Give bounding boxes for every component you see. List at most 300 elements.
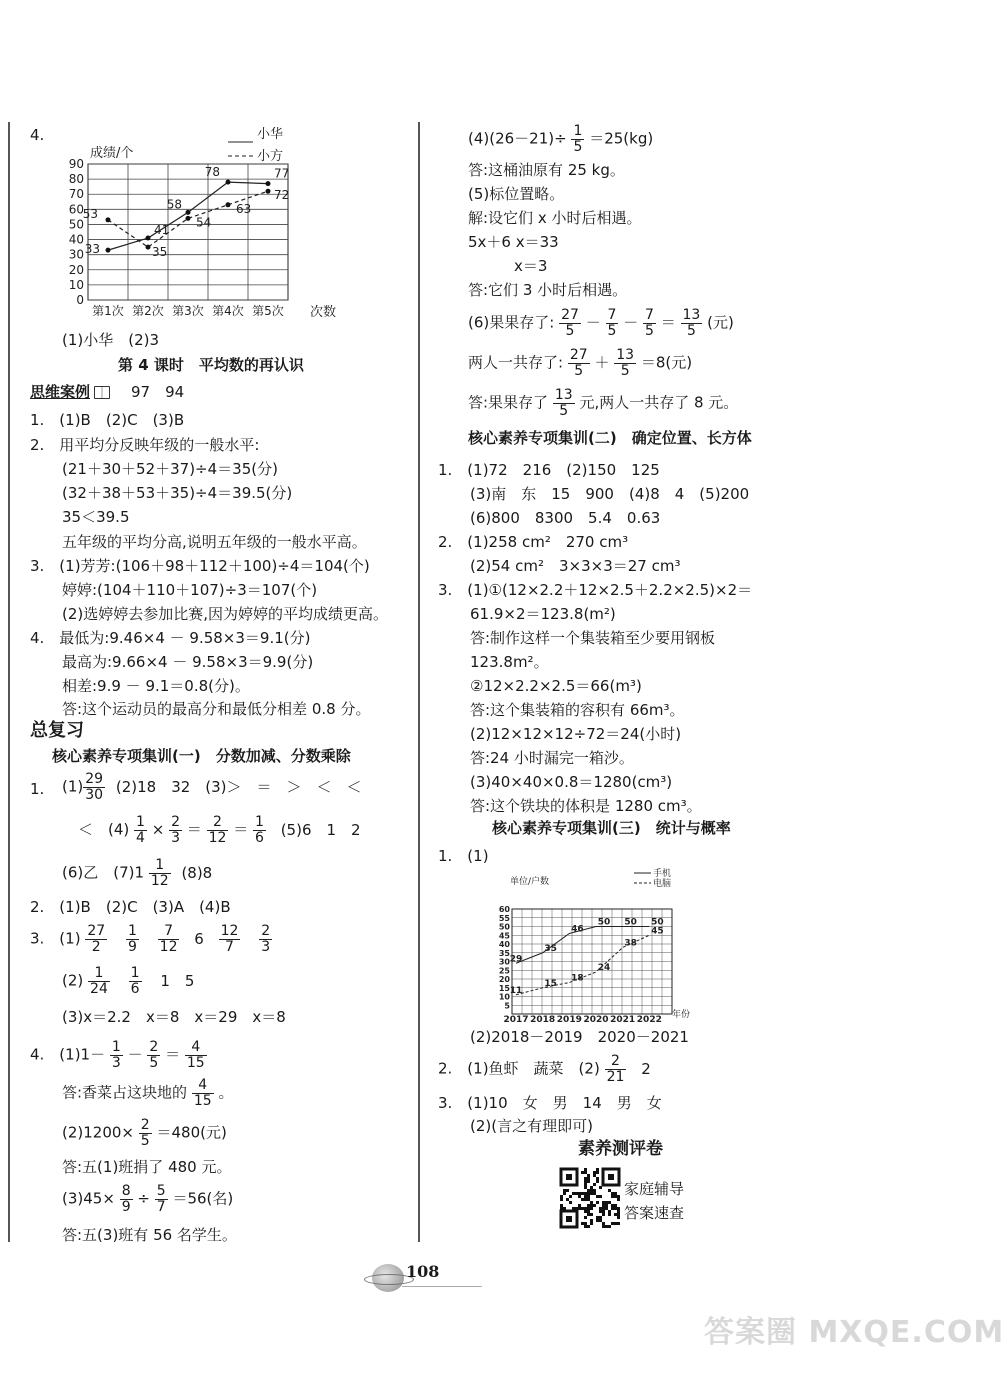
text-line: 答:五(1)班捐了 480 元。 — [62, 1158, 232, 1176]
x-tick-label: 第5次 — [252, 304, 284, 318]
test-title: 素养测评卷 — [578, 1139, 663, 1159]
qr-module — [584, 1222, 587, 1225]
qr-module — [587, 1213, 590, 1216]
qr-module — [614, 1204, 617, 1207]
denominator: 5 — [574, 362, 584, 379]
denominator: 3 — [111, 1054, 121, 1071]
y-tick-label: 40 — [68, 232, 84, 247]
y-tick-label: 55 — [498, 913, 510, 923]
x-tick-label: 2020 — [583, 1015, 609, 1025]
text-line: (2)选婷婷去参加比赛,因为婷婷的平均成绩更高。 — [62, 605, 389, 623]
qr-module — [608, 1210, 611, 1213]
data-label: 50 — [597, 917, 611, 928]
review-q3-line1 — [30, 924, 272, 954]
data-label: 53 — [82, 206, 98, 221]
denominator: 5 — [645, 322, 654, 339]
fraction — [85, 924, 107, 954]
denominator: 7 — [225, 938, 234, 955]
x-tick-label: 第2次 — [132, 304, 164, 318]
text-line: (2)2018－2019 2020－2021 — [470, 1028, 689, 1046]
text: 6 — [194, 929, 204, 948]
text-line: (3)南 东 15 900 (4)8 4 (5)200 — [470, 485, 750, 503]
qr-module — [590, 1204, 593, 1207]
text-line: 答:五(3)班有 56 名学生。 — [62, 1226, 237, 1244]
qr-module — [587, 1210, 590, 1213]
denominator: 7 — [156, 1198, 166, 1215]
section-3-title: 核心素养专项集训(三) 统计与概率 — [492, 819, 731, 837]
data-point — [106, 217, 111, 222]
numerator: 1 — [573, 123, 583, 139]
siwei-label-text: 思维案例 — [30, 383, 91, 401]
review-q4-line2 — [62, 1078, 233, 1108]
text-line: 1. (1) — [438, 847, 489, 865]
text: ＜ (4) — [78, 820, 130, 839]
qr-module — [587, 1189, 590, 1192]
text-line: (3)40×40×0.8＝1280(cm³) — [470, 773, 673, 791]
fraction — [605, 1054, 627, 1084]
y-tick-label: 35 — [498, 948, 510, 958]
text-line: (32＋38＋53＋35)÷4＝39.5(分) — [62, 484, 293, 502]
y-tick-label: 40 — [498, 940, 510, 949]
numerator: 1 — [136, 814, 145, 830]
text-line: (6)800 8300 5.4 0.63 — [470, 509, 661, 527]
times: × — [151, 820, 165, 839]
y-tick-label: 10 — [68, 277, 84, 292]
text-line: x＝3 — [514, 257, 548, 275]
text-line: 1. (1)72 216 (2)150 125 — [438, 461, 660, 479]
text: (4)(26－21)÷ — [468, 129, 567, 148]
fraction — [571, 124, 584, 154]
text: (元) — [707, 313, 734, 332]
fraction — [568, 348, 590, 378]
qr-caption-1: 家庭辅导 — [624, 1180, 685, 1198]
x-tick-label: 2022 — [636, 1015, 662, 1025]
fraction — [83, 772, 105, 802]
right-line-8 — [468, 308, 734, 338]
text-line: 相差:9.9 － 9.1＝0.8(分)。 — [62, 677, 250, 695]
fraction — [149, 858, 171, 888]
data-label: 15 — [544, 978, 557, 989]
text-line: (21＋30＋52＋37)÷4＝35(分) — [62, 460, 278, 478]
text-line: 最高为:9.66×4 － 9.58×3＝9.9(分) — [62, 653, 314, 671]
data-label: 50 — [651, 917, 664, 928]
text: ＝480(元) — [156, 1123, 227, 1142]
text: 元,两人一共存了 8 元。 — [579, 393, 739, 412]
text-line: (2)54 cm² 3×3×3＝27 cm³ — [470, 557, 681, 575]
qr-module — [602, 1201, 605, 1204]
legend-xiaofang: 小方 — [257, 149, 284, 164]
denominator: 5 — [559, 402, 569, 419]
fraction — [110, 1040, 123, 1070]
x-tick-label: 第4次 — [212, 304, 244, 318]
numerator: 2 — [261, 923, 271, 939]
page-number: 108 — [406, 1262, 440, 1281]
numerator: 1 — [127, 923, 137, 939]
qr-module — [587, 1204, 590, 1207]
numerator: 7 — [158, 924, 180, 940]
fraction — [207, 815, 229, 845]
numerator: 2 — [171, 814, 181, 830]
qr-module — [584, 1216, 587, 1219]
qr-module — [605, 1207, 608, 1210]
qr-module — [617, 1210, 620, 1213]
text-line: 答:制作这样一个集装箱至少要用钢板 — [470, 629, 716, 647]
text: ＝25(kg) — [589, 129, 654, 148]
qr-module — [596, 1195, 599, 1198]
denominator: 6 — [255, 829, 264, 846]
numerator: 1 — [255, 814, 264, 830]
qr-module — [617, 1207, 620, 1210]
minus: － — [127, 1045, 143, 1064]
qr-module — [596, 1177, 599, 1180]
legend-xiaohua: 小华 — [257, 127, 284, 142]
qr-module — [599, 1210, 602, 1213]
text: (8)8 — [181, 863, 213, 882]
data-label: 50 — [624, 917, 637, 928]
denominator: 2 — [91, 938, 101, 955]
x-tick-label: 第1次 — [92, 304, 124, 318]
fraction — [155, 1184, 168, 1214]
review-q4-line3 — [62, 1118, 227, 1148]
text: (3)45× — [62, 1189, 115, 1208]
qr-module — [587, 1225, 590, 1228]
data-point — [226, 202, 231, 207]
y-tick-label: 30 — [498, 957, 510, 967]
text-line: 答:它们 3 小时后相遇。 — [468, 281, 628, 299]
qr-module — [587, 1180, 590, 1183]
review-q4-line5 — [62, 1184, 233, 1214]
fraction — [253, 815, 266, 845]
qr-module — [593, 1183, 596, 1186]
y-tick-label: 10 — [498, 992, 510, 1002]
watermark: 答案圈 MXQE.COM — [704, 1315, 1004, 1350]
denominator: 5 — [140, 1132, 150, 1149]
numerator: 4 — [192, 1078, 214, 1094]
chart2-y-label: 单位/户数 — [510, 877, 550, 887]
chart2-x-label: 年份 — [672, 1010, 691, 1020]
y-tick-label: 25 — [498, 966, 510, 976]
qr-module — [563, 1189, 566, 1192]
y-tick-label: 90 — [68, 157, 84, 171]
text: 2. (1)鱼虾 蔬菜 (2) — [438, 1059, 600, 1078]
text: 答:果果存了 — [468, 393, 549, 412]
denominator: 21 — [606, 1068, 625, 1085]
qr-module — [599, 1219, 602, 1222]
denominator: 15 — [186, 1054, 205, 1071]
fraction — [134, 815, 147, 845]
text: 1 5 — [160, 971, 195, 990]
review-q1-line3 — [62, 858, 212, 888]
qr-module — [560, 1204, 563, 1207]
qr-module — [602, 1222, 605, 1225]
data-label: 77 — [274, 166, 290, 181]
qr-module — [581, 1198, 584, 1201]
qr-module — [602, 1225, 605, 1228]
qr-module — [569, 1201, 572, 1204]
y-tick-label: 45 — [498, 931, 510, 941]
data-point — [266, 189, 271, 194]
qr-module — [581, 1171, 584, 1174]
text-line: 4. 最低为:9.46×4 － 9.58×3＝9.1(分) — [30, 629, 311, 647]
data-label: 33 — [84, 242, 100, 257]
review-q1-line1 — [62, 772, 362, 802]
data-label: 35 — [544, 943, 557, 954]
qr-module — [578, 1192, 581, 1195]
text: 3. (1) — [30, 929, 81, 948]
qr-module — [617, 1222, 620, 1225]
numerator: 27 — [561, 307, 579, 323]
numerator: 13 — [616, 347, 635, 363]
data-point — [146, 236, 151, 241]
qr-module — [575, 1192, 578, 1195]
qr-module — [602, 1213, 605, 1216]
review-q4-line1 — [30, 1040, 207, 1070]
text: (2) — [62, 971, 84, 990]
numerator: 1 — [111, 1039, 121, 1055]
qr-module — [590, 1213, 593, 1216]
text: (1) — [62, 777, 84, 796]
text: 。 — [218, 1083, 234, 1102]
text: (2)1200× — [62, 1123, 134, 1142]
text: (5)6 1 2 — [280, 820, 361, 839]
book-icon — [94, 386, 110, 399]
denominator: 6 — [130, 980, 140, 997]
qr-module — [578, 1204, 581, 1207]
data-point — [186, 210, 191, 215]
numerator: 1 — [130, 965, 140, 981]
text-line: 五年级的平均分高,说明五年级的一般水平高。 — [62, 533, 367, 551]
qr-module — [584, 1195, 587, 1198]
chart1-x-label: 次数 — [310, 305, 337, 320]
text-line: 答:这个运动员的最高分和最低分相差 0.8 分。 — [62, 700, 371, 718]
data-label: 41 — [154, 223, 170, 238]
equals: ＝ — [233, 820, 249, 839]
data-point — [146, 245, 151, 250]
score-line-chart — [60, 120, 400, 325]
numerator: 7 — [607, 307, 617, 323]
data-label: 35 — [152, 245, 168, 260]
chart-answer: (1)小华 (2)3 — [62, 331, 160, 349]
text-line: 2. (1)258 cm² 270 cm³ — [438, 533, 629, 551]
denominator: 5 — [149, 1054, 159, 1071]
data-label: 46 — [571, 924, 584, 935]
y-tick-label: 20 — [498, 975, 510, 984]
qr-module — [617, 1216, 620, 1219]
lesson-title: 第 4 课时 平均数的再认识 — [118, 356, 304, 374]
denominator: 30 — [85, 786, 104, 803]
denominator: 24 — [90, 980, 108, 997]
fraction — [147, 1040, 160, 1070]
numerator: 2 — [149, 1039, 159, 1055]
qr-module — [611, 1192, 614, 1195]
fraction — [643, 308, 656, 338]
y-tick-label: 70 — [68, 187, 84, 202]
fraction — [192, 1078, 214, 1108]
y-tick-label: 50 — [68, 217, 84, 232]
qr-module — [614, 1192, 617, 1195]
fraction — [559, 308, 581, 338]
data-label: 72 — [274, 188, 290, 203]
data-label: 18 — [571, 973, 584, 984]
numerator: 29 — [85, 771, 104, 787]
qr-module — [584, 1210, 587, 1213]
qr-module — [596, 1180, 599, 1183]
denominator: 15 — [193, 1092, 212, 1109]
denominator: 12 — [159, 938, 178, 955]
equals: ＝ — [165, 1045, 181, 1064]
y-tick-label: 5 — [504, 1001, 510, 1011]
text-line: 35＜39.5 — [62, 508, 130, 526]
review-title: 总复习 — [30, 720, 84, 741]
data-label: 45 — [651, 926, 664, 937]
fraction — [185, 1040, 207, 1070]
qr-module — [605, 1225, 608, 1228]
qr-module — [611, 1195, 614, 1198]
numerator: 1 — [88, 966, 110, 982]
question-4-number: 4. — [30, 126, 45, 144]
data-label: 24 — [597, 963, 611, 973]
data-point — [226, 180, 231, 185]
fraction — [614, 348, 636, 378]
qr-module — [593, 1174, 596, 1177]
denominator: 5 — [686, 322, 696, 339]
denominator: 5 — [620, 362, 630, 379]
text: (6)乙 (7)1 — [62, 863, 145, 882]
data-point — [266, 181, 271, 186]
numerator: 5 — [156, 1183, 166, 1199]
qr-module — [602, 1207, 605, 1210]
qr-caption-2: 答案速查 — [624, 1204, 685, 1222]
text-line: 答:这个集装箱的容积有 66m³。 — [470, 701, 685, 719]
text: 答:香菜占这块地的 — [62, 1083, 188, 1102]
text: (6)果果存了: — [468, 313, 555, 332]
qr-module — [584, 1177, 587, 1180]
qr-module — [599, 1216, 602, 1219]
fraction — [219, 924, 241, 954]
numerator: 12 — [220, 923, 239, 939]
equals: ＝ — [660, 313, 676, 332]
x-tick-label: 2017 — [503, 1015, 529, 1025]
qr-module — [581, 1207, 584, 1210]
section-1-title: 核心素养专项集训(一) 分数加减、分数乘除 — [52, 747, 351, 765]
qr-module — [563, 1192, 566, 1195]
fraction — [259, 924, 272, 954]
denominator: 9 — [127, 938, 137, 955]
numerator: 27 — [87, 923, 106, 939]
qr-module — [605, 1201, 608, 1204]
qr-module — [587, 1174, 590, 1177]
numerator: 13 — [682, 307, 701, 323]
qr-module — [587, 1198, 590, 1201]
review-q1-number: 1. — [30, 780, 45, 798]
fraction — [88, 966, 110, 996]
denominator: 3 — [261, 938, 271, 955]
x-tick-label: 2021 — [610, 1015, 636, 1025]
fraction — [553, 388, 575, 418]
text: 4. (1)1－ — [30, 1045, 106, 1064]
qr-module — [590, 1219, 593, 1222]
qr-module — [584, 1186, 587, 1189]
qr-module — [572, 1192, 575, 1195]
qr-module — [569, 1195, 572, 1198]
qr-module — [608, 1225, 611, 1228]
text-line: 5x＋6 x＝33 — [468, 233, 559, 251]
qr-module — [566, 1198, 569, 1201]
center-rule — [418, 122, 420, 1242]
qr-module — [566, 1189, 569, 1192]
fraction — [681, 308, 703, 338]
right-line-1 — [468, 124, 653, 154]
numerator: 2 — [140, 1117, 150, 1133]
text-line: 2. 用平均分反映年级的一般水平: — [30, 436, 260, 454]
data-label: 11 — [509, 985, 523, 996]
minus: － — [585, 313, 601, 332]
text-line: 1. (1)B (2)C (3)B — [30, 411, 185, 429]
qr-module — [611, 1204, 614, 1207]
y-tick-label: 0 — [76, 293, 84, 307]
text: 两人一共存了: — [468, 353, 564, 372]
denominator: 12 — [208, 829, 227, 846]
text-line: 61.9×2＝123.8(m²) — [470, 605, 616, 623]
siwei-answer: 97 94 — [131, 383, 185, 401]
x-tick-label: 2019 — [556, 1015, 582, 1025]
qr-module — [617, 1198, 620, 1201]
qr-module — [608, 1201, 611, 1204]
qr-module — [590, 1201, 593, 1204]
qr-module — [587, 1207, 590, 1210]
text: 2 — [641, 1059, 651, 1078]
numerator: 7 — [645, 307, 654, 323]
numerator: 1 — [149, 858, 171, 874]
text-line: 婷婷:(104＋110＋107)÷3＝107(个) — [62, 581, 318, 599]
denominator: 5 — [565, 322, 575, 339]
denominator: 12 — [150, 872, 169, 889]
plus: ＋ — [594, 353, 610, 372]
numerator: 27 — [569, 347, 588, 363]
qr-module — [614, 1222, 617, 1225]
qr-module — [599, 1195, 602, 1198]
y-tick-label: 30 — [68, 247, 84, 262]
numerator: 8 — [121, 1183, 131, 1199]
text-line: 3. (1)10 女 男 14 男 女 — [438, 1094, 662, 1112]
review-q1-line2 — [78, 815, 361, 845]
numerator: 13 — [554, 387, 573, 403]
qr-module — [593, 1192, 596, 1195]
data-label: 38 — [624, 938, 637, 949]
text-line: (2)12×12×12÷72＝24(小时) — [470, 725, 682, 743]
data-label: 54 — [196, 215, 212, 230]
denominator: 5 — [573, 138, 583, 155]
qr-module — [596, 1201, 599, 1204]
qr-module — [596, 1216, 599, 1219]
qr-module — [581, 1192, 584, 1195]
x-tick-label: 第3次 — [172, 304, 204, 318]
qr-module — [617, 1195, 620, 1198]
qr-module — [596, 1168, 599, 1171]
qr-module — [614, 1207, 617, 1210]
left-rule — [8, 122, 10, 1242]
qr-module — [590, 1207, 593, 1210]
qr-code — [559, 1167, 621, 1229]
qr-module — [611, 1222, 614, 1225]
qr-module — [578, 1195, 581, 1198]
text-line: 解:设它们 x 小时后相遇。 — [468, 209, 642, 227]
chart1-y-label: 成绩/个 — [90, 146, 134, 161]
qr-module — [590, 1192, 593, 1195]
fraction — [139, 1118, 152, 1148]
qr-module — [611, 1207, 614, 1210]
data-label: 58 — [166, 197, 182, 212]
